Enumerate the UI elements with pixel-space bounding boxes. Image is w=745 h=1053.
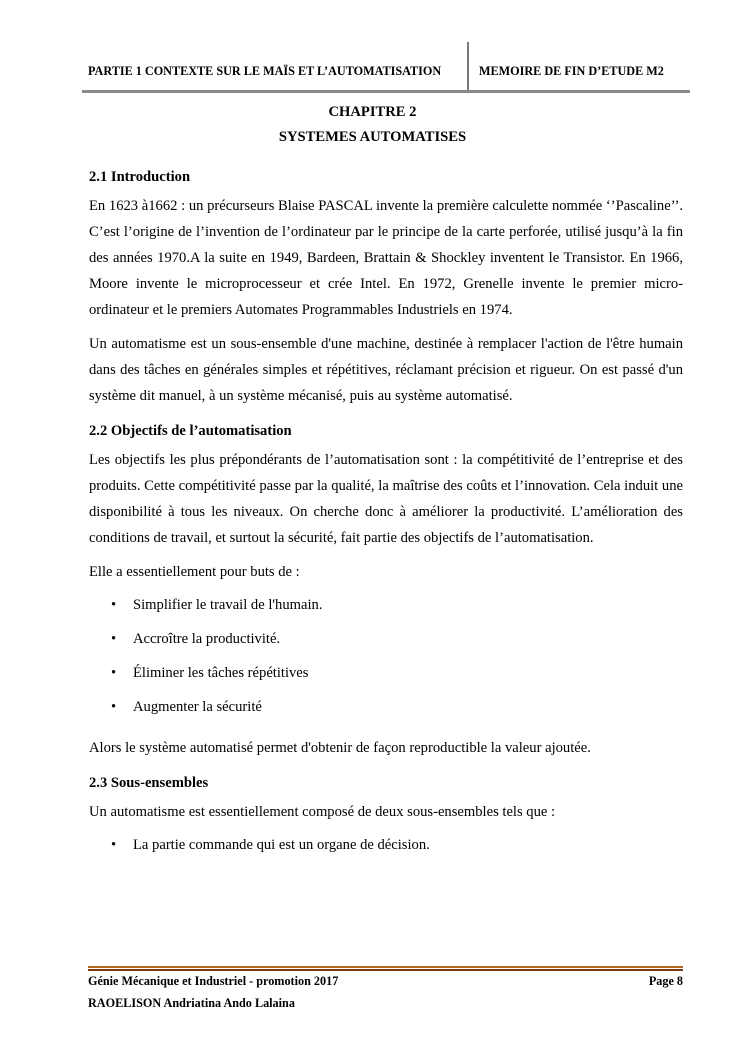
footer-department: Génie Mécanique et Industriel - promotion 2017 bbox=[88, 974, 339, 988]
header-rule bbox=[82, 90, 690, 93]
header-divider bbox=[467, 42, 469, 90]
section-heading-sous-ensembles: 2.3 Sous-ensembles bbox=[89, 775, 209, 791]
bullet-icon: • bbox=[111, 837, 117, 853]
page-number: Page 8 bbox=[648, 974, 683, 988]
list-item: • Éliminer les tâches répétitives bbox=[89, 661, 683, 695]
paragraph: Les objectifs les plus prépondérants de l’automatisation sont : la compétitivité de l’entreprise et des produits. Cette compétitivité passe par la qualité, la maîtrise des coûts et l’innovation. Cela induit une disponibilité à tous les niveaux. On cherche donc à améliorer la productivité. L’amélioration des conditions de travail, et surtout la sécurité, fait partie des objectifs de l’automatisation. bbox=[89, 452, 683, 546]
section-heading-introduction: 2.1 Introduction bbox=[89, 169, 191, 185]
header-part-title: PARTIE 1 CONTEXTE SUR LE MAÏS ET L’AUTOMATISATION bbox=[88, 64, 442, 78]
header-document-title: MEMOIRE DE FIN D’ETUDE M2 bbox=[479, 64, 664, 78]
paragraph: Un automatisme est essentiellement composé de deux sous-ensembles tels que : bbox=[89, 804, 556, 820]
list-item: • Augmenter la sécurité bbox=[89, 695, 683, 729]
sub-assemblies-list bbox=[89, 833, 683, 867]
bullet-icon: • bbox=[111, 631, 117, 647]
footer-rule bbox=[88, 966, 683, 968]
bullet-icon: • bbox=[111, 699, 117, 715]
bullet-icon: • bbox=[111, 665, 117, 681]
list-item: • Simplifier le travail de l'humain. bbox=[89, 593, 683, 627]
chapter-title: SYSTEMES AUTOMATISES bbox=[278, 129, 467, 145]
paragraph: En 1623 à1662 : un précurseurs Blaise PASCAL invente la première calculette nommée ‘’Pascaline’’. C’est l’origine de l’invention de l’ordinateur par le principe de la carte perforée, utilisé jusqu’à la fin des années 1970.A la suite en 1949, Bardeen, Brattain & Shockley inventent le Transistor. En 1966, Moore invente le microprocesseur et crée Intel. En 1972, Grenelle invente le premier micro-ordinateur et le premiers Automates Programmables Industriels en 1974. bbox=[89, 198, 683, 318]
footer-rule bbox=[88, 969, 683, 971]
list-item: • Accroître la productivité. bbox=[89, 627, 683, 661]
chapter-number: CHAPITRE 2 bbox=[328, 104, 417, 120]
list-item: • La partie commande qui est un organe de décision. bbox=[89, 833, 683, 867]
page-header bbox=[82, 42, 690, 92]
paragraph: Un automatisme est un sous-ensemble d'une machine, destinée à remplacer l'action de l'être humain dans des tâches en générales simples et répétitives, réclamant précision et rigueur. On est passé d'un système dit manuel, à un système mécanisé, puis au système automatisé. bbox=[89, 336, 683, 404]
paragraph: Alors le système automatisé permet d'obtenir de façon reproductible la valeur ajoutée. bbox=[89, 740, 591, 756]
page-content bbox=[89, 167, 683, 873]
footer-author: RAOELISON Andriatina Ando Lalaina bbox=[88, 996, 295, 1010]
bullet-icon: • bbox=[111, 597, 117, 613]
section-heading-objectifs: 2.2 Objectifs de l’automatisation bbox=[89, 423, 292, 439]
paragraph: Elle a essentiellement pour buts de : bbox=[89, 564, 300, 580]
objectives-list bbox=[89, 593, 683, 729]
